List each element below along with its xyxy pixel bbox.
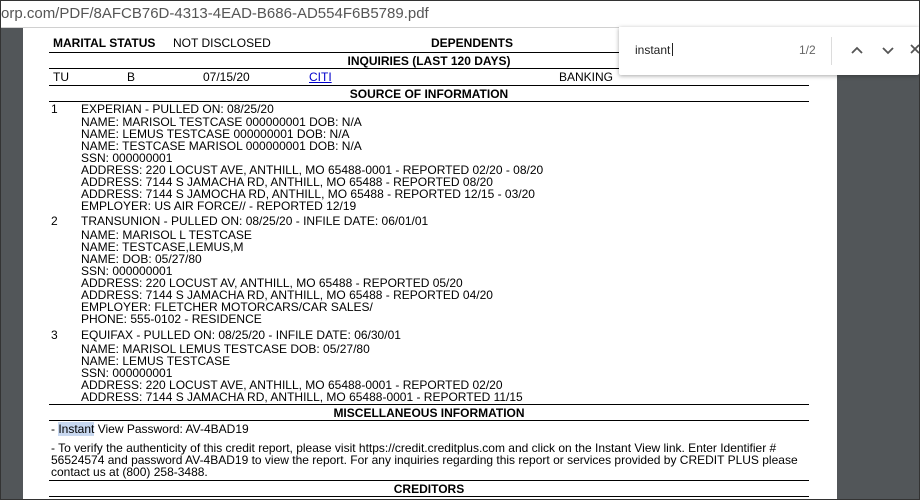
creditors-heading: CREDITORS: [393, 482, 465, 496]
source-line: NAME: MARISOL L TESTCASE: [81, 228, 252, 242]
url-text[interactable]: orp.com/PDF/8AFCB76D-4313-4EAD-B686-AD554F6B5789.pdf: [1, 5, 429, 22]
find-highlight: Instant: [58, 422, 95, 436]
find-separator: [831, 37, 832, 65]
viewer-scrollbar[interactable]: [907, 28, 919, 499]
find-input[interactable]: [635, 43, 673, 57]
find-bar: [619, 27, 919, 75]
find-next-button[interactable]: [878, 40, 898, 60]
divider: [49, 404, 809, 405]
source-line: SSN: 000000001: [81, 264, 173, 278]
address-bar[interactable]: [1, 1, 919, 28]
instant-view-password: [51, 423, 249, 435]
source-number: 1: [51, 102, 58, 116]
divider: [49, 480, 809, 481]
marital-status-value: NOT DISCLOSED: [173, 36, 271, 50]
marital-status-label: MARITAL STATUS: [53, 36, 156, 50]
source-line: ADDRESS: 7144 S JAMOCHA RD, ANTHILL, MO 65488 - REPORTED 12/15 - 03/20: [81, 187, 535, 201]
source-number: 2: [51, 214, 58, 228]
divider: [49, 496, 809, 497]
divider: [49, 85, 809, 86]
source-line: ADDRESS: 7144 S JAMACHA RD, ANTHILL, MO 65488 - REPORTED 08/20: [81, 175, 493, 189]
source-line: SSN: 000000001: [81, 366, 173, 380]
source-number: 3: [51, 328, 58, 342]
source-line: ADDRESS: 220 LOCUST AVE, ANTHILL, MO 65488-0001 - REPORTED 02/20 - 08/20: [81, 163, 544, 177]
chevron-down-icon: [878, 40, 898, 60]
inquiry-type: B: [127, 70, 136, 84]
source-line: NAME: TESTCASE MARISOL 000000001 DOB: N/A: [81, 139, 362, 153]
password-text: View Password: AV-4BAD19: [94, 422, 249, 436]
source-line: PHONE: 555-0102 - RESIDENCE: [81, 312, 262, 326]
source-line: NAME: TESTCASE,LEMUS,M: [81, 240, 244, 254]
source-line: NAME: MARISOL LEMUS TESTCASE DOB: 05/27/80: [81, 342, 370, 356]
find-query[interactable]: instant: [635, 43, 671, 57]
source-line: EQUIFAX - PULLED ON: 08/25/20 - INFILE DATE: 06/30/01: [81, 328, 401, 342]
source-line: ADDRESS: 7144 S JAMACHA RD, ANTHILL, MO 65488-0001 - REPORTED 11/15: [81, 390, 523, 404]
inquiry-bureau: TU: [53, 70, 69, 84]
source-line: ADDRESS: 220 LOCUST AVE, ANTHILL, MO 65488-0001 - REPORTED 02/20: [81, 378, 503, 392]
source-line: EMPLOYER: FLETCHER MOTORCARS/CAR SALES/: [81, 300, 373, 314]
close-icon: [909, 40, 919, 60]
inquiries-heading: INQUIRIES (LAST 120 DAYS): [347, 54, 511, 68]
inquiry-category: BANKING: [559, 70, 614, 84]
source-line: ADDRESS: 220 LOCUST AV, ANTHILL, MO 65488 - REPORTED 05/20: [81, 276, 463, 290]
source-line: NAME: LEMUS TESTCASE 000000001 DOB: N/A: [81, 127, 350, 141]
source-line: NAME: DOB: 05/27/80: [81, 252, 202, 266]
source-line: NAME: LEMUS TESTCASE: [81, 354, 231, 368]
misc-heading: MISCELLANEOUS INFORMATION: [333, 406, 525, 420]
source-line: SSN: 000000001: [81, 151, 173, 165]
source-line: NAME: MARISOL TESTCASE 000000001 DOB: N/A: [81, 115, 362, 129]
verify-paragraph: - To verify the authenticity of this credit report, please visit https://credit.creditplus.com and click on the Instant View link. Enter Identifier # 56524574 and password AV-4BAD19 to view the report. For any inquiries regarding this report or services provided by CREDIT PLUS please contact us at (800) 258-3488.: [51, 441, 798, 479]
source-line: ADDRESS: 7144 S JAMACHA RD, ANTHILL, MO 65488 - REPORTED 04/20: [81, 288, 493, 302]
divider: [49, 420, 809, 421]
chevron-up-icon: [847, 40, 867, 60]
find-previous-button[interactable]: [847, 40, 867, 60]
find-match-count: 1/2: [799, 43, 816, 57]
dependents-label: DEPENDENTS: [431, 36, 514, 50]
inquiry-date: 07/15/20: [203, 70, 250, 84]
pdf-viewer: [1, 28, 919, 499]
find-close-button[interactable]: [909, 40, 919, 60]
text-caret: [672, 43, 673, 56]
source-line: EXPERIAN - PULLED ON: 08/25/20: [81, 102, 274, 116]
source-line: TRANSUNION - PULLED ON: 08/25/20 - INFILE DATE: 06/01/01: [81, 214, 429, 228]
source-line: EMPLOYER: US AIR FORCE// - REPORTED 12/19: [81, 199, 357, 213]
source-heading: SOURCE OF INFORMATION: [349, 87, 509, 101]
pdf-page: [23, 28, 837, 499]
password-prefix: -: [51, 422, 59, 436]
inquiry-creditor-link[interactable]: CITI: [309, 70, 332, 84]
